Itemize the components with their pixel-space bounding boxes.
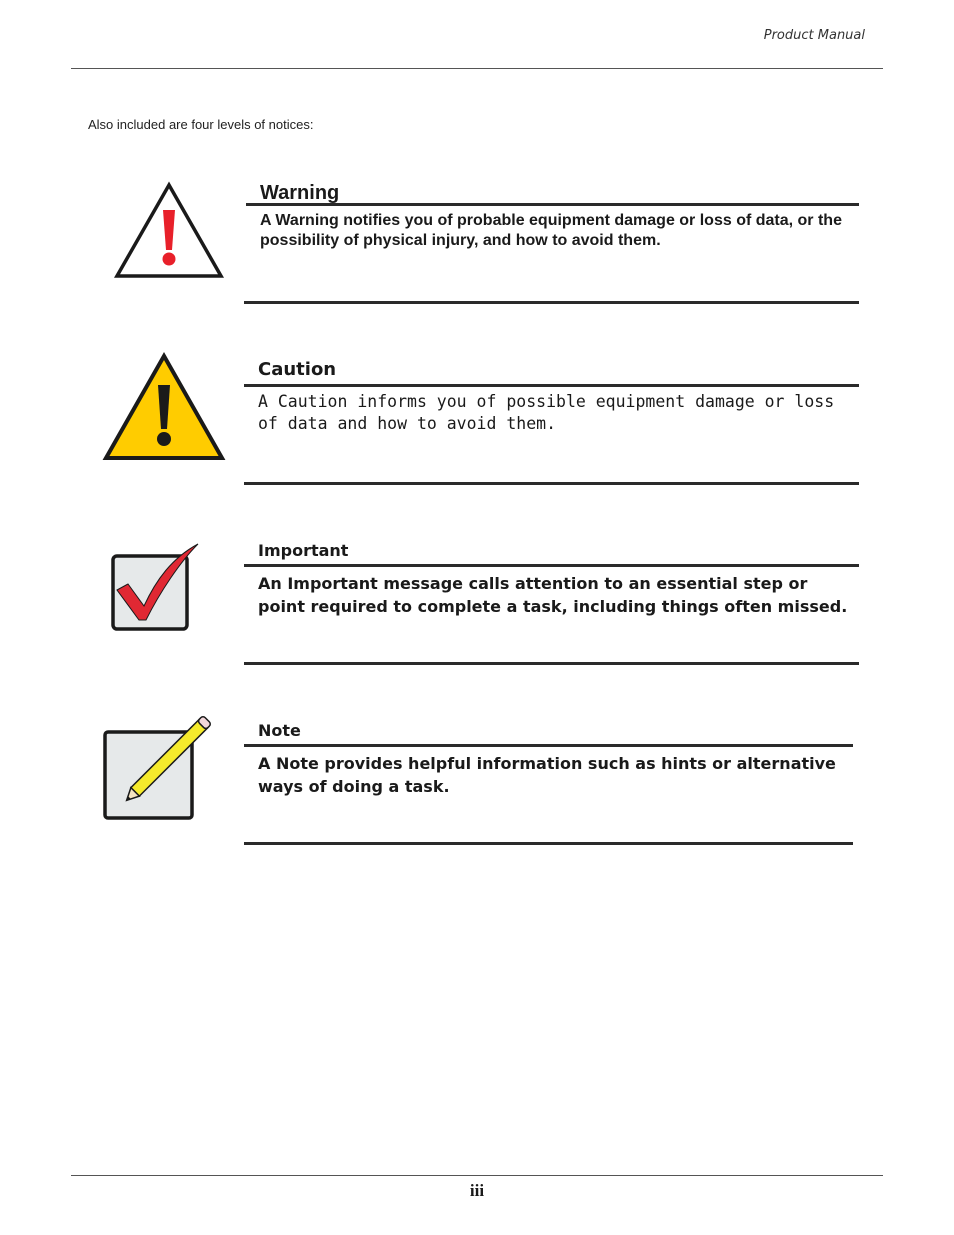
note-bottom-rule [244,842,853,845]
intro-text: Also included are four levels of notices: [88,117,314,132]
warning-top-rule [246,203,859,206]
warning-body: A Warning notifies you of probable equipment damage or loss of data, or the possibility of physical injury, and how to avoid them. [260,212,842,249]
caution-bottom-rule [244,482,859,485]
warning-triangle-icon [113,180,225,280]
important-bottom-rule [244,662,859,665]
caution-triangle-icon [101,351,227,463]
important-title: Important [258,541,349,560]
important-top-rule [244,564,859,567]
caution-top-rule [244,384,859,387]
header-rule [71,68,883,69]
caution-body: A Caution informs you of possible equipment damage or loss of data and how to avoid them. [258,392,835,433]
note-top-rule [244,744,853,747]
warning-bottom-rule [244,301,859,304]
page-number: iii [469,1181,485,1200]
warning-title: Warning [260,182,340,204]
running-header: Product Manual [763,28,865,43]
note-body: A Note provides helpful information such as hints or alternative ways of doing a task. [258,754,836,796]
footer-rule [71,1175,883,1176]
important-body: An Important message calls attention to an essential step or point required to complete a task, including things often missed. [258,574,848,616]
checkmark-icon [108,540,204,636]
caution-title: Caution [258,359,337,380]
note-title: Note [258,721,301,740]
pencil-icon [100,714,212,824]
